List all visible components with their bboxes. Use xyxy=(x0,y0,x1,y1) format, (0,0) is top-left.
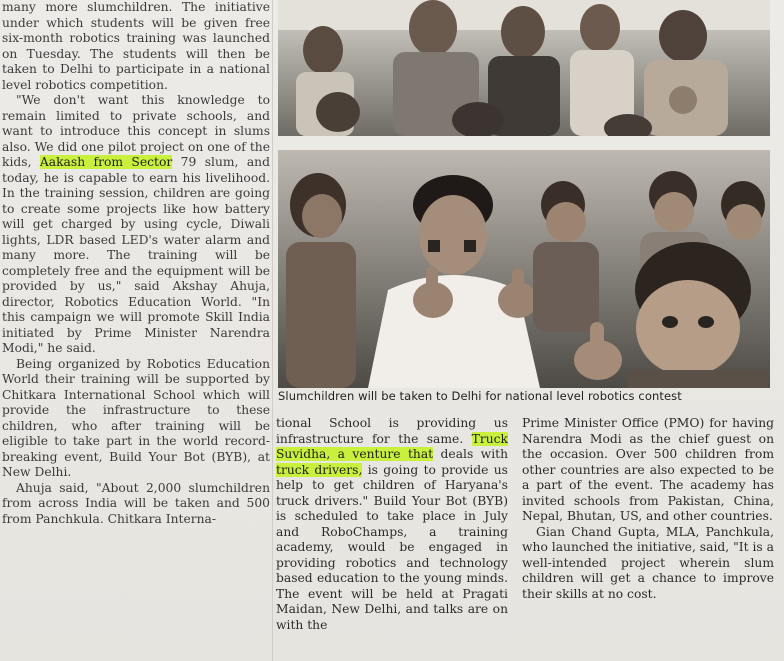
left-text-column xyxy=(2,0,270,661)
text-segment: 79 slum, and today, he is capable to earn his livelihood. In the training session, children are going to create some projects like how battery will get charged by using cycle, Diwali lights, LDR based LED's water alarm and many more. The training will be completely free and the equipment will be provided by us," said Akshay Ahuja, director, Robotics Education World. "In this campaign we will promote Skill India initiated by Prime Minister Narendra Modi," he said. xyxy=(2,155,270,355)
text-segment: "We don't want this knowledge to remain limited to private schools, and want to introduce this concept in slums also. We did one pilot project on one of the kids, xyxy=(2,93,270,169)
middle-text-column xyxy=(276,416,508,661)
photo-children-group-image xyxy=(278,0,770,136)
photo-thumbs-up xyxy=(278,150,770,388)
column-divider xyxy=(272,0,273,661)
photo-thumbs-up-image xyxy=(278,150,770,388)
highlighted-text-aakash: Aakash from Sector xyxy=(39,155,173,169)
right-text-column xyxy=(522,416,774,661)
paragraph-organization: Being organized by Robotics Education World their training will be supported by Chitkara International School which will provide the infrastructure to these children, who after training will be eligible to take part in the world record-breaking event, Build Your Bot (BYB), at New Delhi. xyxy=(2,356,270,479)
text-segment: deals with xyxy=(440,447,508,461)
photo-caption: Slumchildren will be taken to Delhi for national level robotics contest xyxy=(278,389,682,403)
paragraph-quote-ahuja xyxy=(2,93,270,357)
photo-children-group xyxy=(278,0,770,136)
paragraph-intro: many more slumchildren. The initiative under which students will be given free six-month robotics training was launched on Tuesday. The students will then be taken to Delhi to participate in a national level robotics competition. xyxy=(2,0,270,92)
paragraph-gian-chand-gupta: Gian Chand Gupta, MLA, Panchkula, who launched the initiative, said, "It is a well-intended project wherein slum children will get a chance to improve their skills at no cost. xyxy=(522,524,774,601)
highlighted-text-truck-drivers: truck drivers, xyxy=(276,462,363,477)
text-segment: is going to provide us help to get children of Haryana's truck drivers." Build Your Bot (BYB) is scheduled to take place in July and RoboChamps, a training academy, would be engaged in providing robotics and technology based education to the young minds. The event will be held at Pragati Maidan, New Delhi, and talks are on with the xyxy=(276,462,508,632)
text-segment: tional School is providing us infrastructure for the same. xyxy=(276,416,508,446)
highlighted-text-truck-suvidha: Truck Suvidha, a venture that xyxy=(276,431,508,461)
paragraph-chitkara xyxy=(276,416,508,633)
paragraph-pmo: Prime Minister Office (PMO) for having Narendra Modi as the chief guest on the occasion. Over 500 children from other countries are also expected to be a part of the event. The academy has invited schools from Pakistan, China, Nepal, Bhutan, US, and other countries. xyxy=(522,416,774,523)
paragraph-ahuja-said: Ahuja said, "About 2,000 slumchildren from across India will be taken and 500 from Panchkula. Chitkara Interna- xyxy=(2,480,270,526)
